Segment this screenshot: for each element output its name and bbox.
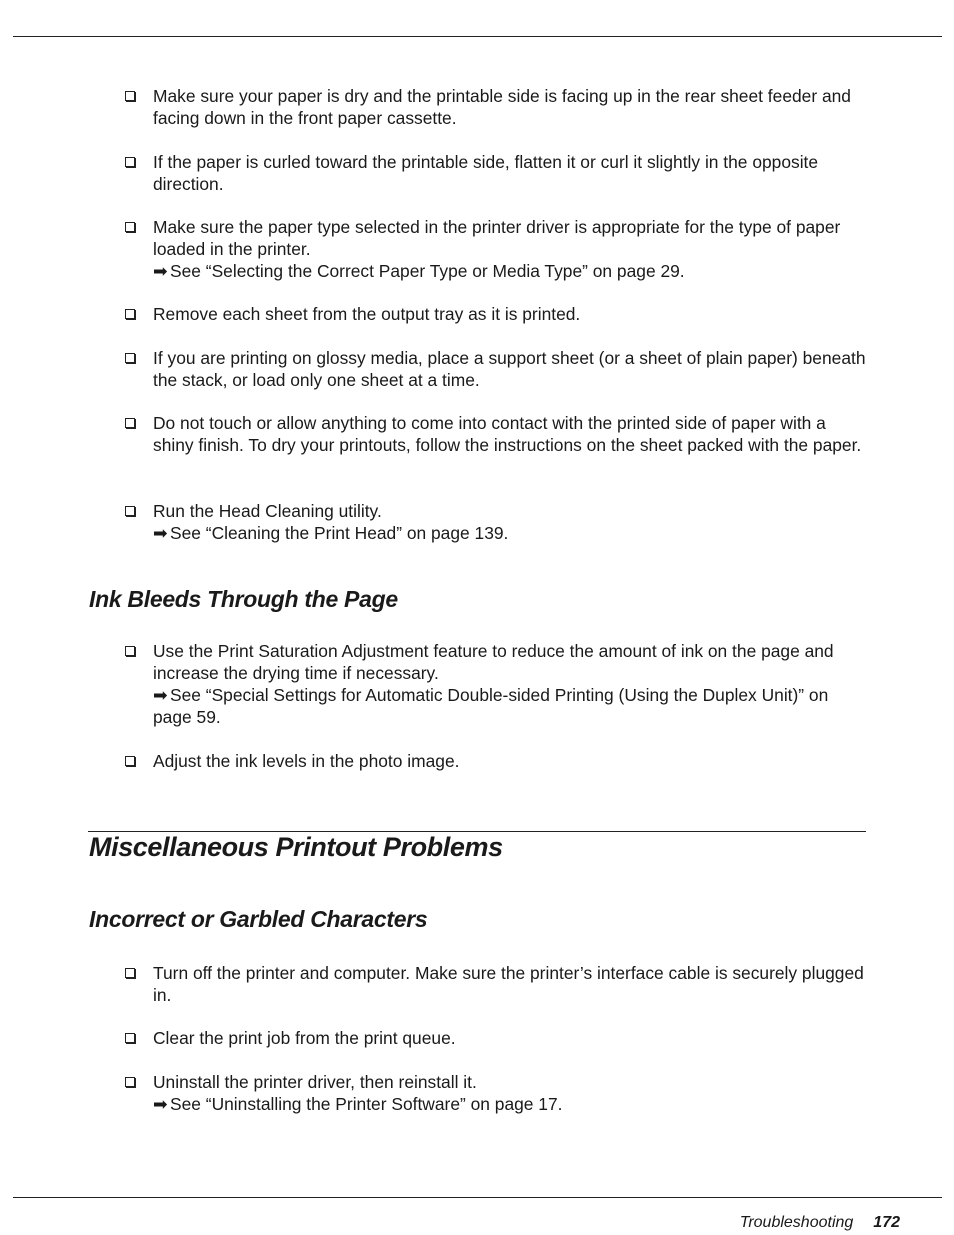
list-item: Remove each sheet from the output tray as it is printed. — [125, 303, 870, 325]
arrow-right-icon: ➡ — [153, 685, 168, 705]
footer-section-name: Troubleshooting — [739, 1214, 854, 1231]
cross-reference: ➡ See “Special Settings for Automatic Double-sided Printing (Using the Duplex Unit)” on page 59. — [153, 685, 829, 727]
list-item: Make sure your paper is dry and the printable side is facing up in the rear sheet feeder and facing down in the front paper cassette. — [125, 85, 870, 129]
page-number: 172 — [873, 1214, 900, 1231]
checkbox-bullet-icon — [125, 222, 135, 232]
list-item: If you are printing on glossy media, place a support sheet (or a sheet of plain paper) beneath the stack, or load only one sheet at a time. — [125, 347, 870, 391]
checkbox-bullet-icon — [125, 756, 135, 766]
list-item: Do not touch or allow anything to come into contact with the printed side of paper with a shiny finish. To dry your printouts, follow the instructions on the sheet packed with the paper. — [125, 412, 870, 456]
checkbox-bullet-icon — [125, 1077, 135, 1087]
checkbox-bullet-icon — [125, 309, 135, 319]
checkbox-bullet-icon — [125, 91, 135, 101]
chapter-heading: Miscellaneous Printout Problems — [89, 832, 503, 862]
section-heading: Incorrect or Garbled Characters — [89, 906, 428, 932]
checkbox-bullet-icon — [125, 968, 135, 978]
arrow-right-icon: ➡ — [153, 523, 168, 543]
arrow-right-icon: ➡ — [153, 1094, 168, 1114]
list-item: Uninstall the printer driver, then reinstall it. ➡ See “Uninstalling the Printer Software” on page 17. — [125, 1071, 870, 1115]
list-item: If the paper is curled toward the printable side, flatten it or curl it slightly in the opposite direction. — [125, 151, 870, 195]
checkbox-bullet-icon — [125, 157, 135, 167]
cross-reference: ➡ See “Selecting the Correct Paper Type or Media Type” on page 29. — [153, 261, 685, 281]
checkbox-bullet-icon — [125, 1033, 135, 1043]
checkbox-bullet-icon — [125, 506, 135, 516]
page-footer — [740, 1213, 900, 1233]
list-item: Make sure the paper type selected in the printer driver is appropriate for the type of paper loaded in the printer. ➡ See “Selecting the Correct Paper Type or Media Type” on page 29. — [125, 216, 870, 282]
cross-reference: ➡ See “Uninstalling the Printer Software” on page 17. — [153, 1094, 563, 1114]
checkbox-bullet-icon — [125, 646, 135, 656]
section-heading: Ink Bleeds Through the Page — [89, 586, 398, 612]
checkbox-bullet-icon — [125, 418, 135, 428]
list-item: Turn off the printer and computer. Make sure the printer’s interface cable is securely plugged in. — [125, 962, 870, 1006]
checkbox-bullet-icon — [125, 353, 135, 363]
list-item: Use the Print Saturation Adjustment feature to reduce the amount of ink on the page and increase the drying time if necessary. ➡ See “Special Settings for Automatic Double-sided Printing (Using the Duplex Unit)” on page 59. — [125, 640, 870, 728]
list-item: Clear the print job from the print queue. — [125, 1027, 870, 1049]
cross-reference: ➡ See “Cleaning the Print Head” on page 139. — [153, 523, 509, 543]
arrow-right-icon: ➡ — [153, 261, 168, 281]
header-rule — [13, 36, 942, 37]
footer-rule — [13, 1197, 942, 1198]
list-item: Run the Head Cleaning utility. ➡ See “Cleaning the Print Head” on page 139. — [125, 500, 870, 544]
list-item: Adjust the ink levels in the photo image. — [125, 750, 870, 772]
